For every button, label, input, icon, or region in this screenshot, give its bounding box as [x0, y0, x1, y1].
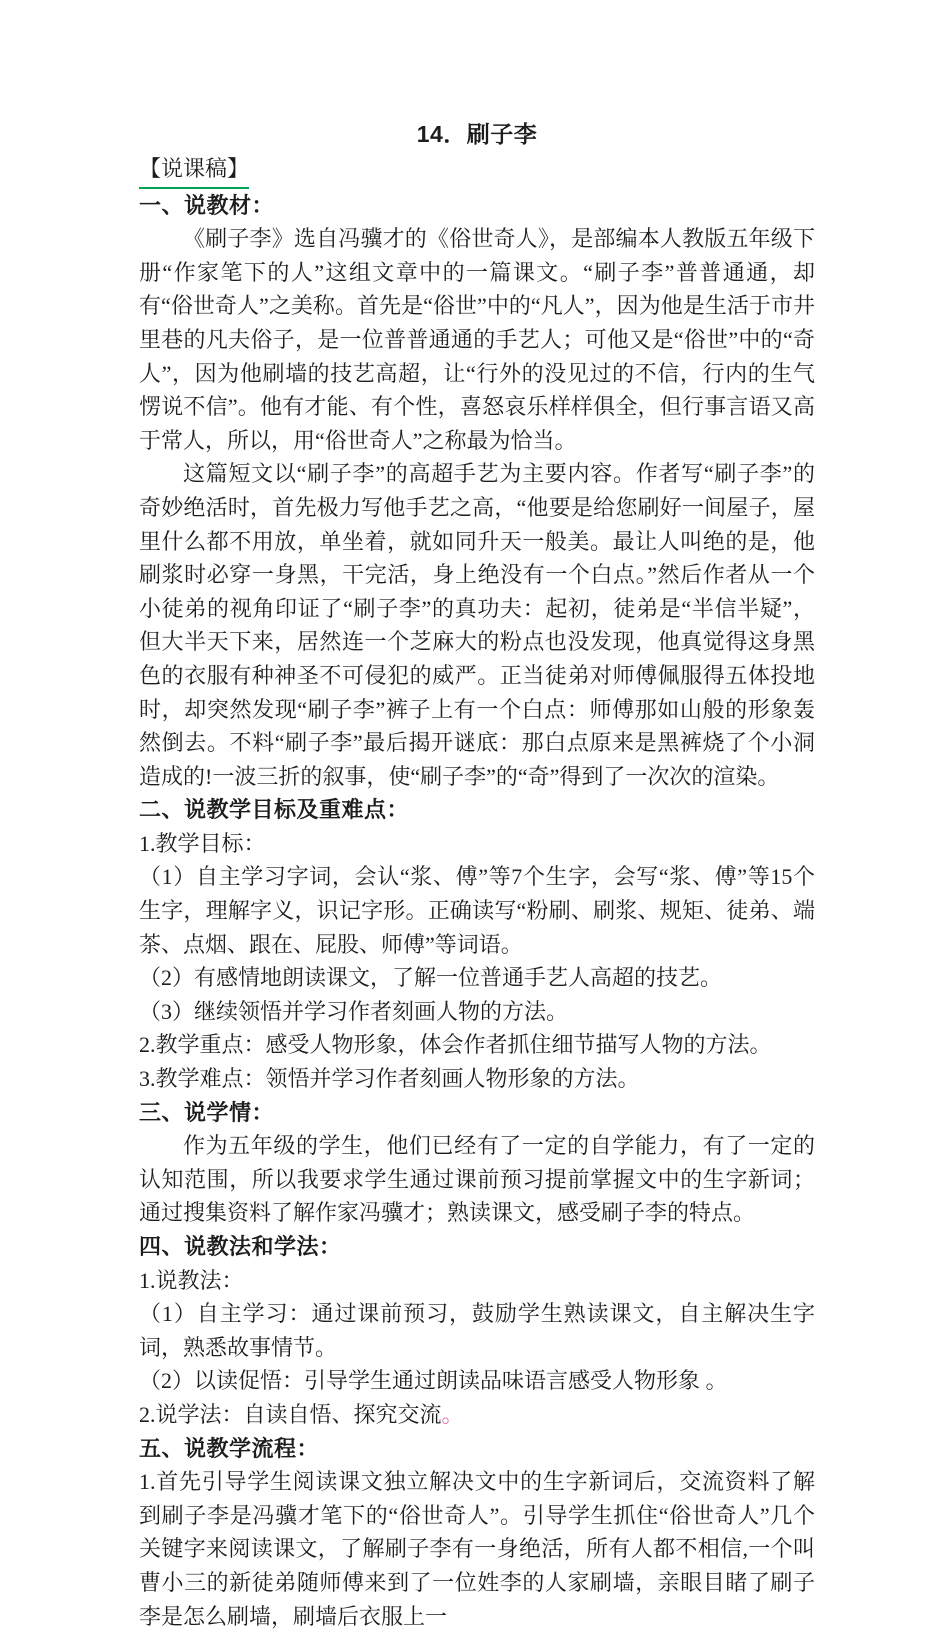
paragraph-learners: 作为五年级的学生，他们已经有了一定的自学能力，有了一定的认知范围，所以我要求学生通过课前预习提前掌握文中的生字新词；通过搜集资料了解作家冯骥才；熟读课文，感受刷子李的特点。	[139, 1133, 815, 1226]
learn-method-text: 2.说学法：自读自悟、探究交流	[139, 1401, 442, 1427]
heading-section5-process: 五、说教学流程：	[139, 1435, 320, 1461]
text-column	[139, 116, 815, 1633]
doc-title: 14．刷子李	[416, 121, 538, 147]
goals-label: 1.教学目标：	[139, 830, 266, 856]
paragraph-textbook-2: 这篇短文以“刷子李”的高超手艺为主要内容。作者写“刷子李”的奇妙绝活时，首先极力写他手艺之高，“他要是给您刷好一间屋子，屋里什么都不用放，单坐着，就如同升天一般美。最让人叫绝的是，他刷浆时必穿一身黑，干完活，身上绝没有一个白点。”然后作者从一个小徒弟的视角印证了“刷子李”的真功夫：起初，徒弟是“半信半疑”，但大半天下来，居然连一个芝麻大的粉点也没发现，他真觉得这身黑色的衣服有种神圣不可侵犯的威严。正当徒弟对师傅佩服得五体投地时，却突然发现“刷子李”裤子上有一个白点：师傅那如山般的形象轰然倒去。不料“刷子李”最后揭开谜底：那白点原来是黑裤烧了个小洞造成的!一波三折的叙事，使“刷子李”的“奇”得到了一次次的渲染。	[139, 461, 815, 789]
teaching-key-point: 2.教学重点：感受人物形象，体会作者抓住细节描写人物的方法。	[139, 1032, 772, 1058]
teach-method-2: （2）以读促悟：引导学生通过朗读品味语言感受人物形象 。	[139, 1368, 728, 1394]
paragraph-textbook-1: 《刷子李》选自冯骥才的《俗世奇人》，是部编本人教版五年级下册“作家笔下的人”这组文章中的一篇课文。“刷子李”普普通通，却有“俗世奇人”之美称。首先是“俗世”中的“凡人”，因为他是生活于市井里巷的凡夫俗子，是一位普普通通的手艺人；可他又是“俗世”中的“奇人”，因为他刷墙的技艺高超，让“行外的没见过的不信，行内的生气愣说不信”。他有才能、有个性，喜怒哀乐样样俱全，但行事言语又高于常人，所以，用“俗世奇人”之称最为恰当。	[139, 226, 815, 453]
doc-tag-line	[139, 152, 815, 189]
teach-method-label: 1.说教法：	[139, 1267, 244, 1293]
doc-tag-lecture-notes: 【说课稿】	[139, 152, 249, 189]
teaching-difficult-point: 3.教学难点：领悟并学习作者刻画人物形象的方法。	[139, 1066, 640, 1092]
heading-section1-textbook: 一、说教材：	[139, 192, 275, 218]
goal-item-1: （1）自主学习字词，会认“浆、傅”等7个生字，会写“浆、傅”等15个生字，理解字义，识记字形。正确读写“粉刷、刷浆、规矩、徒弟、端茶、点烟、跟在、屁股、师傅”等词语。	[139, 864, 815, 957]
heading-section2-goals: 二、说教学目标及重难点：	[139, 797, 410, 823]
learn-method-line	[139, 1398, 815, 1432]
learn-method-pink-period: 。	[441, 1401, 464, 1427]
teach-method-1: （1）自主学习：通过课前预习，鼓励学生熟读课文，自主解决生字词，熟悉故事情节。	[139, 1301, 815, 1360]
paragraph-process-1: 1.首先引导学生阅读课文独立解决文中的生字新词后，交流资料了解到刷子李是冯骥才笔下的“俗世奇人”。引导学生抓住“俗世奇人”几个关键字来阅读课文，了解刷子李有一身绝活，所有人都不相信,一个叫曹小三的新徒弟随师傅来到了一位姓李的人家刷墙，亲眼目睹了刷子李是怎么刷墙，刷墙后衣服上一	[139, 1469, 815, 1629]
heading-section4-methods: 四、说教法和学法：	[139, 1234, 342, 1259]
goal-item-2: （2）有感情地朗读课文，了解一位普通手艺人高超的技艺。	[139, 965, 723, 991]
heading-section3-learners: 三、说学情：	[139, 1099, 275, 1125]
goal-item-3: （3）继续领悟并学习作者刻画人物的方法。	[139, 998, 569, 1024]
